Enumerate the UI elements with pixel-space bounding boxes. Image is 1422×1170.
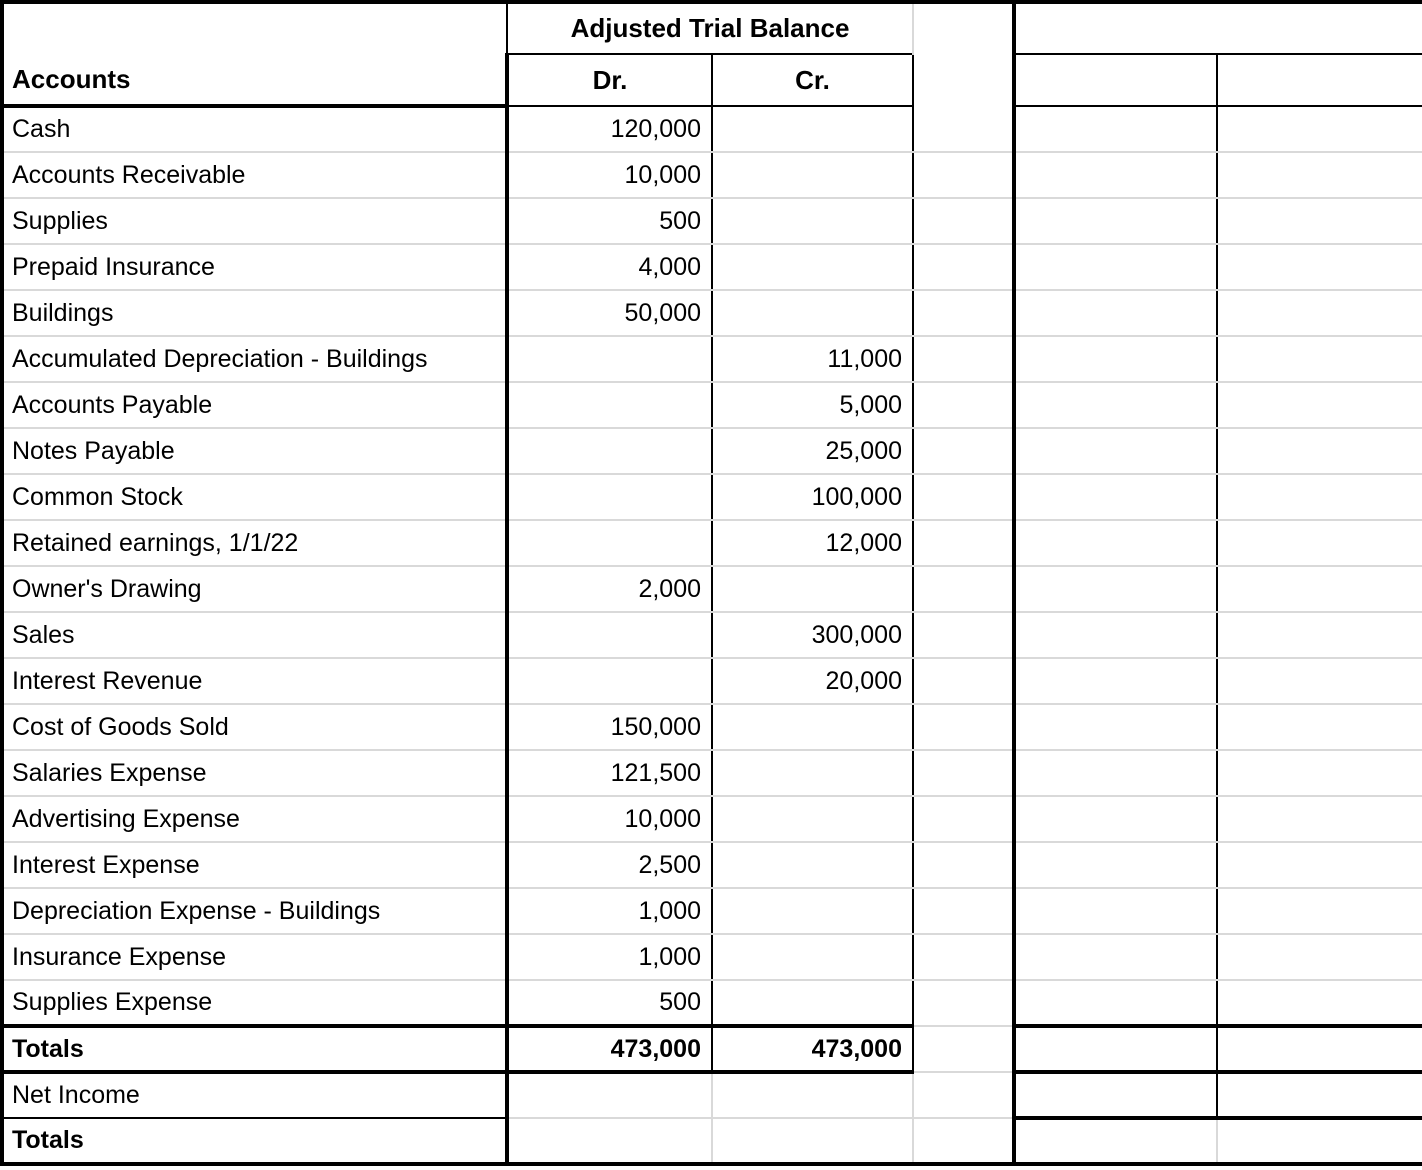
row-extra-cell-1[interactable] xyxy=(1014,336,1217,382)
summary-label-net-income: Net Income xyxy=(2,1072,507,1118)
row-extra-cell-2[interactable] xyxy=(1217,290,1422,336)
row-extra-cell-1[interactable] xyxy=(1014,520,1217,566)
row-extra-cell-2[interactable] xyxy=(1217,474,1422,520)
row-extra-cell-1[interactable] xyxy=(1014,152,1217,198)
table-row xyxy=(2,244,1422,290)
header-row-column-titles xyxy=(2,54,1422,106)
row-credit-value[interactable] xyxy=(712,796,913,842)
row-account-name: Advertising Expense xyxy=(2,796,507,842)
row-credit-value[interactable] xyxy=(712,842,913,888)
row-account-name: Insurance Expense xyxy=(2,934,507,980)
row-debit-value[interactable]: 500 xyxy=(507,198,712,244)
row-extra-cell-2[interactable] xyxy=(1217,152,1422,198)
row-credit-value[interactable] xyxy=(712,290,913,336)
table-row xyxy=(2,612,1422,658)
row-extra-cell-2[interactable] xyxy=(1217,658,1422,704)
header-adjusted-trial-balance: Adjusted Trial Balance xyxy=(507,2,913,54)
row-extra-cell-1[interactable] xyxy=(1014,888,1217,934)
row-spacer-cell xyxy=(913,980,1014,1026)
row-debit-value[interactable] xyxy=(507,612,712,658)
table-row xyxy=(2,842,1422,888)
summary-row-totals xyxy=(2,1026,1422,1072)
summary-credit-totals[interactable]: 473,000 xyxy=(712,1026,913,1072)
row-debit-value[interactable] xyxy=(507,520,712,566)
row-extra-cell-2[interactable] xyxy=(1217,428,1422,474)
header-spacer xyxy=(913,54,1014,106)
row-debit-value[interactable] xyxy=(507,474,712,520)
row-account-name: Sales xyxy=(2,612,507,658)
summary-row-final-totals xyxy=(2,1118,1422,1164)
row-credit-value[interactable] xyxy=(712,244,913,290)
row-credit-value[interactable]: 11,000 xyxy=(712,336,913,382)
row-extra-cell-2[interactable] xyxy=(1217,750,1422,796)
row-credit-value[interactable]: 25,000 xyxy=(712,428,913,474)
row-account-name: Salaries Expense xyxy=(2,750,507,796)
row-account-name: Accumulated Depreciation - Buildings xyxy=(2,336,507,382)
table-row xyxy=(2,106,1422,152)
row-extra-cell-2[interactable] xyxy=(1217,842,1422,888)
row-spacer-cell xyxy=(913,566,1014,612)
table-row xyxy=(2,198,1422,244)
table-row xyxy=(2,750,1422,796)
table-row xyxy=(2,934,1422,980)
summary-credit-net-income[interactable] xyxy=(712,1072,913,1118)
header-extra-col-2 xyxy=(1217,54,1422,106)
row-spacer-cell xyxy=(913,842,1014,888)
row-extra-cell-2[interactable] xyxy=(1217,520,1422,566)
row-account-name: Supplies xyxy=(2,198,507,244)
row-spacer-cell xyxy=(913,244,1014,290)
worksheet-header xyxy=(2,2,1422,106)
table-row xyxy=(2,474,1422,520)
row-spacer-cell xyxy=(913,474,1014,520)
row-spacer-cell xyxy=(913,704,1014,750)
row-account-name: Owner's Drawing xyxy=(2,566,507,612)
row-account-name: Buildings xyxy=(2,290,507,336)
row-credit-value[interactable]: 100,000 xyxy=(712,474,913,520)
row-extra-cell-2[interactable] xyxy=(1217,888,1422,934)
row-extra-cell-2[interactable] xyxy=(1217,566,1422,612)
row-extra-cell-1[interactable] xyxy=(1014,612,1217,658)
row-credit-value[interactable]: 20,000 xyxy=(712,658,913,704)
table-row xyxy=(2,888,1422,934)
row-account-name: Supplies Expense xyxy=(2,980,507,1026)
row-credit-value[interactable]: 5,000 xyxy=(712,382,913,428)
row-account-name: Cash xyxy=(2,106,507,152)
row-extra-cell-1[interactable] xyxy=(1014,750,1217,796)
row-debit-value[interactable]: 500 xyxy=(507,980,712,1026)
row-account-name: Accounts Payable xyxy=(2,382,507,428)
row-spacer-cell xyxy=(913,198,1014,244)
table-row xyxy=(2,796,1422,842)
summary-label-final-totals: Totals xyxy=(2,1118,507,1164)
summary-row-net-income xyxy=(2,1072,1422,1118)
row-extra-cell-1[interactable] xyxy=(1014,796,1217,842)
row-extra-cell-2[interactable] xyxy=(1217,612,1422,658)
worksheet-account-rows xyxy=(2,106,1422,1026)
row-credit-value[interactable]: 300,000 xyxy=(712,612,913,658)
row-extra-cell-1[interactable] xyxy=(1014,382,1217,428)
row-debit-value[interactable] xyxy=(507,428,712,474)
row-extra-cell-2[interactable] xyxy=(1217,382,1422,428)
row-account-name: Retained earnings, 1/1/22 xyxy=(2,520,507,566)
summary-credit-final-totals[interactable] xyxy=(712,1118,913,1164)
header-accounts-group-blank xyxy=(2,2,507,54)
summary-extra-1-net-income[interactable] xyxy=(1014,1072,1217,1118)
row-spacer-cell xyxy=(913,612,1014,658)
row-extra-cell-2[interactable] xyxy=(1217,980,1422,1026)
row-extra-cell-2[interactable] xyxy=(1217,106,1422,152)
table-row xyxy=(2,152,1422,198)
header-accounts: Accounts xyxy=(2,54,507,106)
row-credit-value[interactable] xyxy=(712,934,913,980)
summary-spacer-net-income xyxy=(913,1072,1014,1118)
row-debit-value[interactable]: 10,000 xyxy=(507,152,712,198)
row-spacer-cell xyxy=(913,796,1014,842)
row-account-name: Cost of Goods Sold xyxy=(2,704,507,750)
row-extra-cell-1[interactable] xyxy=(1014,566,1217,612)
header-extra-col-1 xyxy=(1014,54,1217,106)
row-spacer-cell xyxy=(913,336,1014,382)
row-debit-value[interactable]: 150,000 xyxy=(507,704,712,750)
row-account-name: Interest Expense xyxy=(2,842,507,888)
row-extra-cell-1[interactable] xyxy=(1014,428,1217,474)
header-extra-group-top xyxy=(1014,2,1422,54)
row-extra-cell-2[interactable] xyxy=(1217,336,1422,382)
row-debit-value[interactable]: 4,000 xyxy=(507,244,712,290)
row-extra-cell-1[interactable] xyxy=(1014,704,1217,750)
row-extra-cell-1[interactable] xyxy=(1014,474,1217,520)
row-debit-value[interactable]: 2,000 xyxy=(507,566,712,612)
summary-extra-1-totals[interactable] xyxy=(1014,1026,1217,1072)
row-extra-cell-2[interactable] xyxy=(1217,934,1422,980)
row-extra-cell-2[interactable] xyxy=(1217,244,1422,290)
row-credit-value[interactable] xyxy=(712,888,913,934)
row-spacer-cell xyxy=(913,382,1014,428)
table-row xyxy=(2,520,1422,566)
row-debit-value[interactable]: 2,500 xyxy=(507,842,712,888)
row-debit-value[interactable]: 50,000 xyxy=(507,290,712,336)
table-row xyxy=(2,382,1422,428)
row-account-name: Common Stock xyxy=(2,474,507,520)
row-debit-value[interactable]: 120,000 xyxy=(507,106,712,152)
row-credit-value[interactable] xyxy=(712,198,913,244)
row-extra-cell-1[interactable] xyxy=(1014,244,1217,290)
summary-debit-totals[interactable]: 473,000 xyxy=(507,1026,712,1072)
row-account-name: Interest Revenue xyxy=(2,658,507,704)
row-debit-value[interactable]: 1,000 xyxy=(507,934,712,980)
row-extra-cell-2[interactable] xyxy=(1217,796,1422,842)
row-credit-value[interactable] xyxy=(712,750,913,796)
row-account-name: Notes Payable xyxy=(2,428,507,474)
summary-debit-final-totals[interactable] xyxy=(507,1118,712,1164)
summary-label-totals: Totals xyxy=(2,1026,507,1072)
row-account-name: Depreciation Expense - Buildings xyxy=(2,888,507,934)
header-cr: Cr. xyxy=(712,54,913,106)
row-credit-value[interactable] xyxy=(712,106,913,152)
row-debit-value[interactable] xyxy=(507,336,712,382)
row-spacer-cell xyxy=(913,888,1014,934)
table-row xyxy=(2,336,1422,382)
row-spacer-cell xyxy=(913,934,1014,980)
table-row xyxy=(2,658,1422,704)
summary-debit-net-income[interactable] xyxy=(507,1072,712,1118)
summary-extra-2-net-income[interactable] xyxy=(1217,1072,1422,1118)
row-debit-value[interactable]: 1,000 xyxy=(507,888,712,934)
table-row xyxy=(2,704,1422,750)
row-spacer-cell xyxy=(913,428,1014,474)
row-spacer-cell xyxy=(913,290,1014,336)
row-account-name: Prepaid Insurance xyxy=(2,244,507,290)
summary-extra-2-totals[interactable] xyxy=(1217,1026,1422,1072)
header-row-group-titles xyxy=(2,2,1422,54)
table-row xyxy=(2,290,1422,336)
table-row xyxy=(2,980,1422,1026)
row-extra-cell-1[interactable] xyxy=(1014,658,1217,704)
row-debit-value[interactable]: 121,500 xyxy=(507,750,712,796)
summary-extra-1-final-totals[interactable] xyxy=(1014,1118,1217,1164)
worksheet-summary-rows xyxy=(2,1026,1422,1164)
header-spacer-top xyxy=(913,2,1014,54)
row-spacer-cell xyxy=(913,152,1014,198)
row-extra-cell-2[interactable] xyxy=(1217,198,1422,244)
row-spacer-cell xyxy=(913,658,1014,704)
row-extra-cell-1[interactable] xyxy=(1014,842,1217,888)
row-extra-cell-1[interactable] xyxy=(1014,290,1217,336)
row-spacer-cell xyxy=(913,520,1014,566)
header-dr: Dr. xyxy=(507,54,712,106)
row-spacer-cell xyxy=(913,750,1014,796)
row-extra-cell-2[interactable] xyxy=(1217,704,1422,750)
summary-spacer-totals xyxy=(913,1026,1014,1072)
summary-extra-2-final-totals[interactable] xyxy=(1217,1118,1422,1164)
row-extra-cell-1[interactable] xyxy=(1014,980,1217,1026)
row-debit-value[interactable] xyxy=(507,658,712,704)
row-credit-value[interactable]: 12,000 xyxy=(712,520,913,566)
row-credit-value[interactable] xyxy=(712,152,913,198)
row-extra-cell-1[interactable] xyxy=(1014,106,1217,152)
row-extra-cell-1[interactable] xyxy=(1014,198,1217,244)
row-spacer-cell xyxy=(913,106,1014,152)
row-debit-value[interactable]: 10,000 xyxy=(507,796,712,842)
table-row xyxy=(2,566,1422,612)
summary-spacer-final-totals xyxy=(913,1118,1014,1164)
row-account-name: Accounts Receivable xyxy=(2,152,507,198)
table-row xyxy=(2,428,1422,474)
row-credit-value[interactable] xyxy=(712,980,913,1026)
row-credit-value[interactable] xyxy=(712,704,913,750)
row-debit-value[interactable] xyxy=(507,382,712,428)
row-extra-cell-1[interactable] xyxy=(1014,934,1217,980)
row-credit-value[interactable] xyxy=(712,566,913,612)
